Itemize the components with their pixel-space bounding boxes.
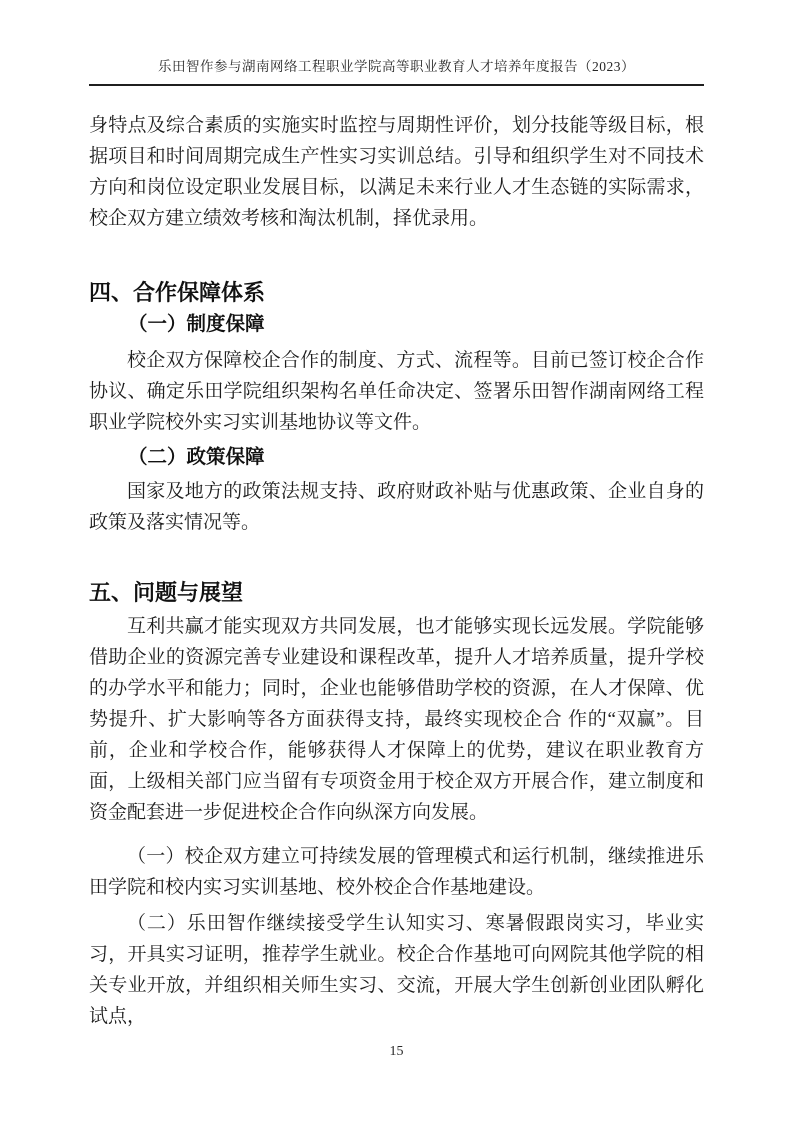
section-5-heading: 五、问题与展望 — [89, 580, 244, 605]
page-header — [89, 57, 704, 86]
paragraph-continuation: 身特点及综合素质的实施实时监控与周期性评价，划分技能等级目标，根据项目和时间周期完成生产性实习实训总结。引导和组织学生对不同技术方向和岗位设定职业发展目标，以满足未来行业人才生态链的实际需求，校企双方建立绩效考核和淘汰机制，择优录用。 — [89, 115, 704, 229]
section-4-subsection-1-paragraph: 校企双方保障校企合作的制度、方式、流程等。目前已签订校企合作协议、确定乐田学院组织架构名单任命决定、签署乐田智作湖南网络工程职业学院校外实习实训基地协议等文件。 — [89, 350, 704, 433]
section-4-subheading-2: （二）政策保障 — [128, 446, 265, 468]
page-footer — [0, 1042, 793, 1060]
page-body — [89, 110, 704, 1032]
section-4-subheading-1: （一）制度保障 — [128, 313, 265, 335]
section-5-paragraph-1: 互利共赢才能实现双方共同发展，也才能够实现长远发展。学院能够借助企业的资源完善专业建设和课程改革，提升人才培养质量，提升学校的办学水平和能力；同时，企业也能够借助学校的资源，在人才保障、优势提升、扩大影响等各方面获得支持，最终实现校企合 作的“双赢”。目前，企业和学校合作，能够获得人才保障上的优势，建议在职业教育方面，上级相关部门应当留有专项资金用于校企双方开展合作，建立制度和资金配套进一步促进校企合作向纵深方向发展。 — [89, 616, 704, 823]
section-4-heading: 四、合作保障体系 — [89, 280, 266, 305]
section-5-paragraph-3: （二）乐田智作继续接受学生认知实习、寒暑假跟岗实习，毕业实习，开具实习证明，推荐学生就业。校企合作基地可向网院其他学院的相关专业开放，并组织相关师生实习、交流，开展大学生创新创业团队孵化试点， — [89, 913, 704, 1027]
header-title: 乐田智作参与湖南网络工程职业学院高等职业教育人才培养年度报告（2023） — [158, 59, 635, 74]
page-number: 15 — [389, 1044, 404, 1059]
section-4-subsection-2-paragraph: 国家及地方的政策法规支持、政府财政补贴与优惠政策、企业自身的政策及落实情况等。 — [89, 481, 704, 533]
section-5-paragraph-2: （一）校企双方建立可持续发展的管理模式和运行机制，继续推进乐田学院和校内实习实训基地、校外校企合作基地建设。 — [89, 846, 704, 898]
